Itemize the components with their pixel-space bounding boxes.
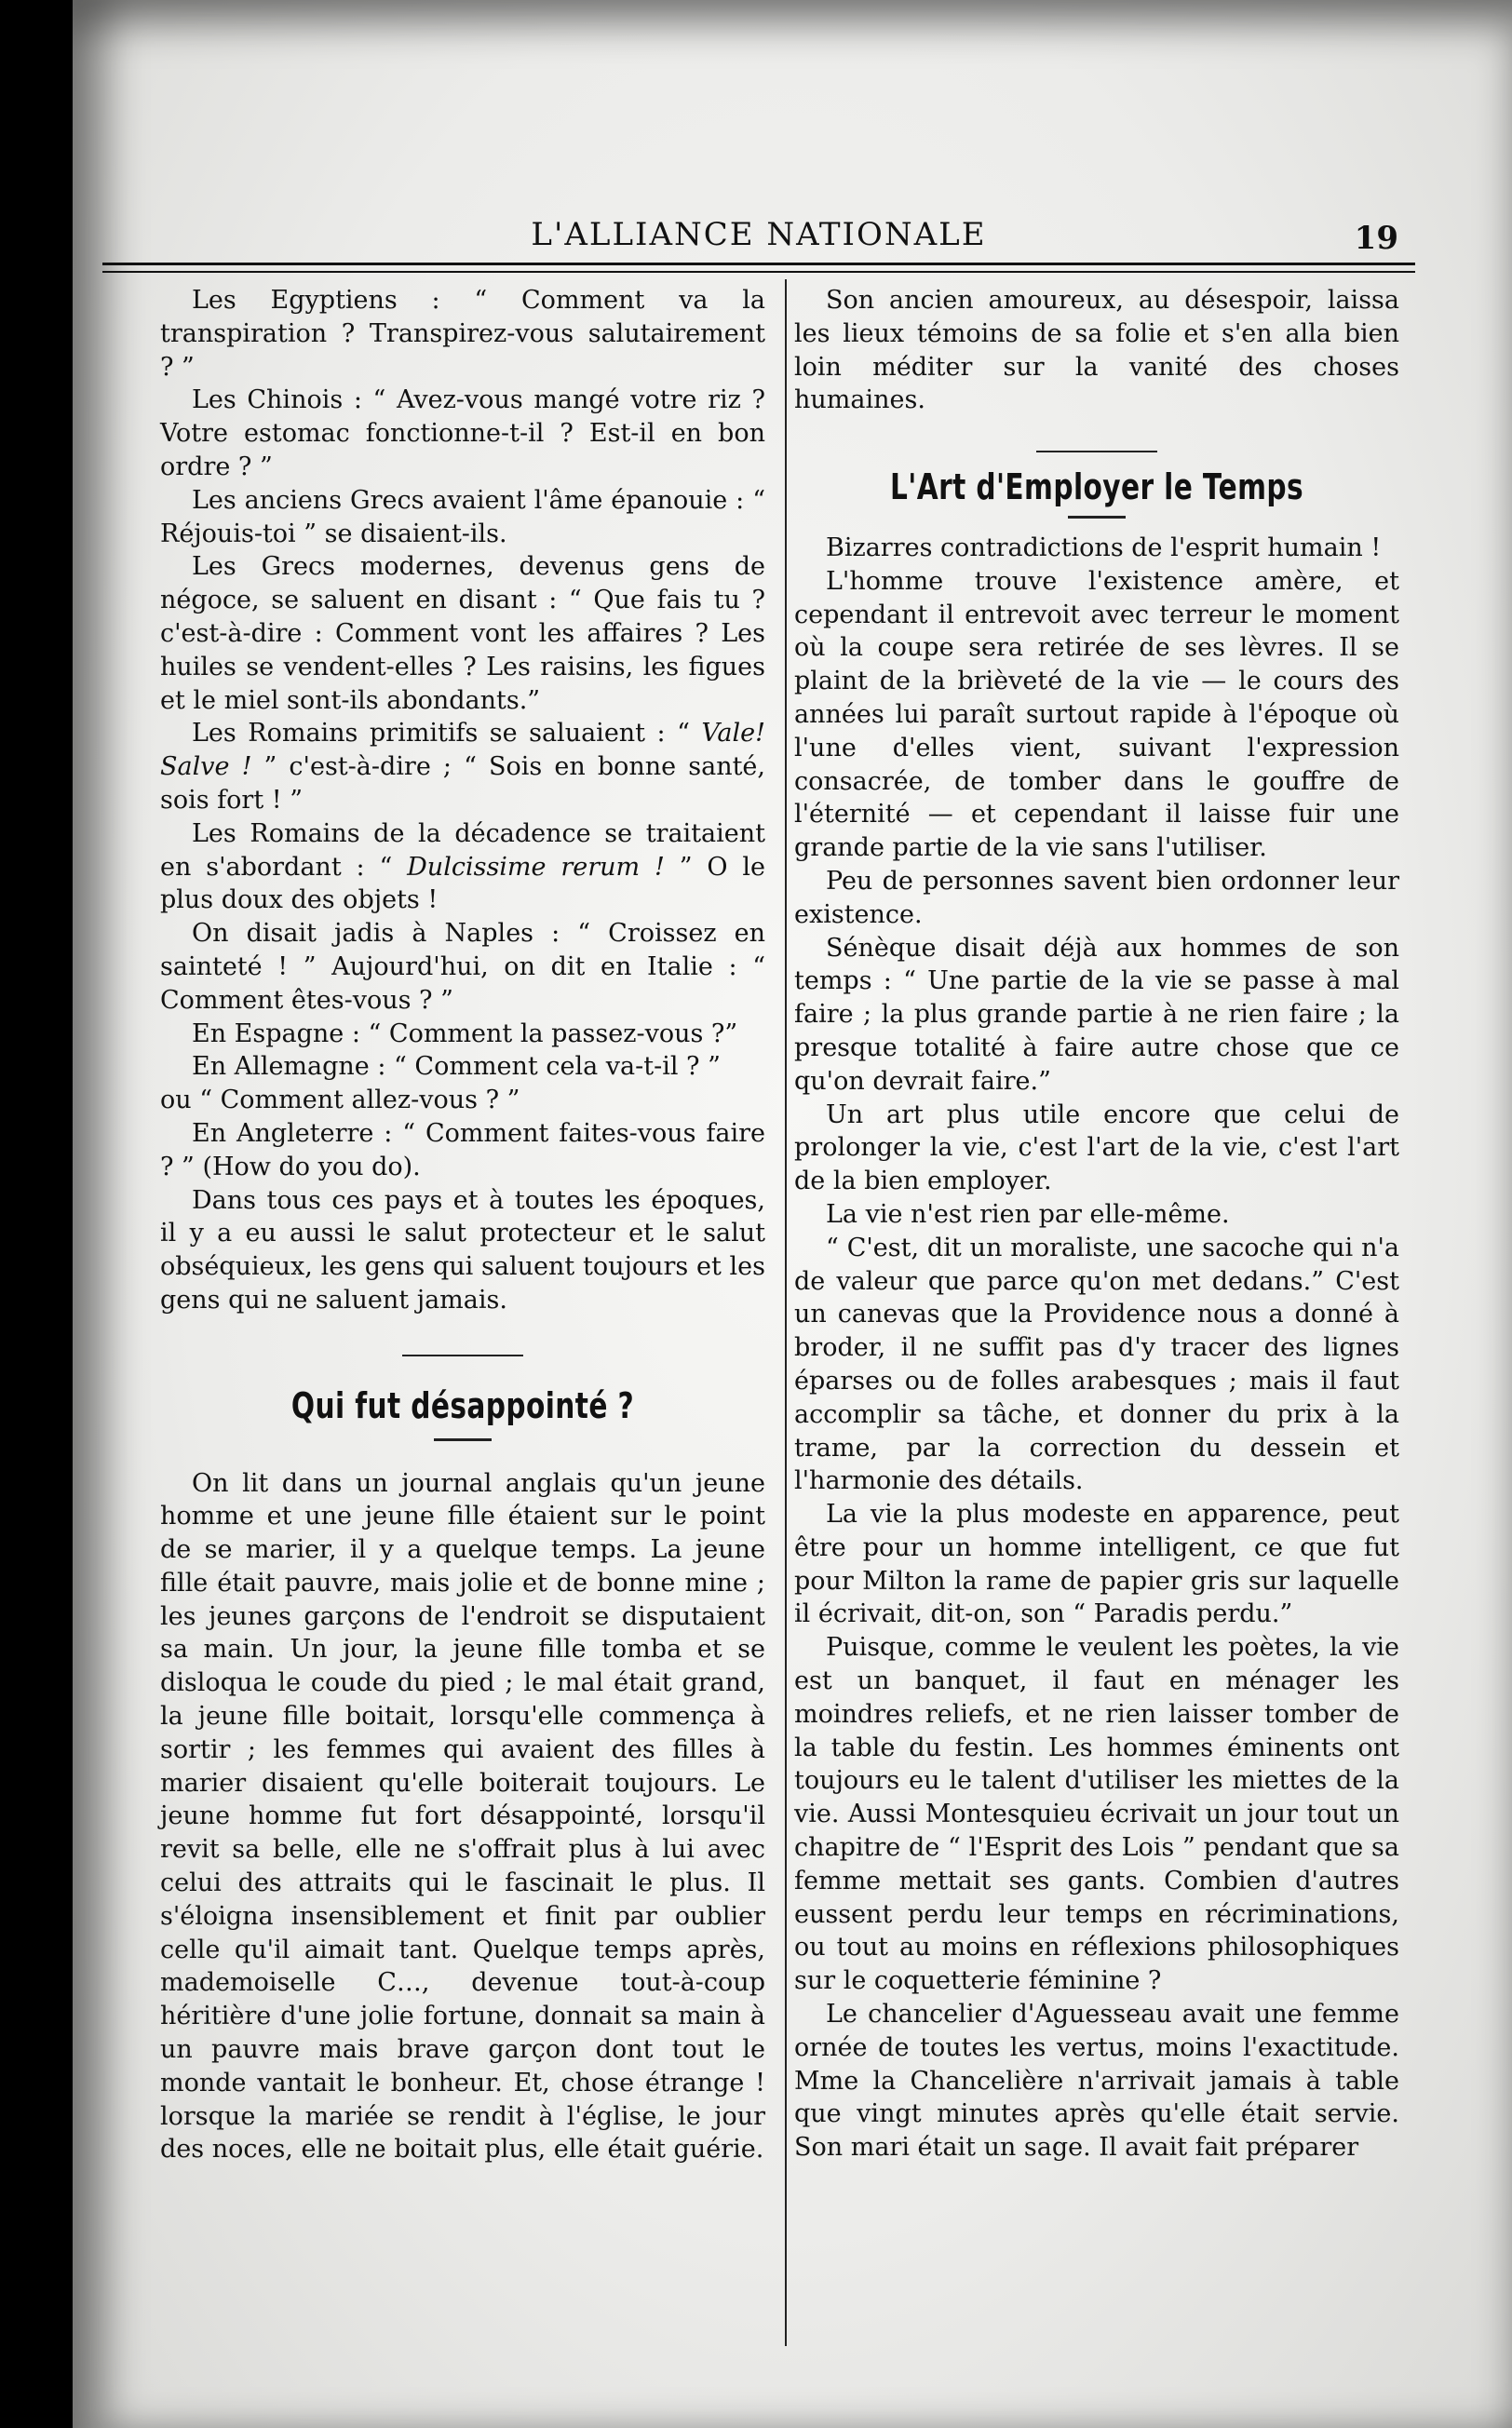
paragraph: On disait jadis à Naples : “ Croissez en sainteté ! ” Aujourd'hui, on dit en Italie : “ Comment êtes-vous ? ” bbox=[160, 919, 765, 1015]
section-heading: L'Art d'Employer le Temps bbox=[890, 466, 1303, 508]
page-header bbox=[102, 216, 1415, 263]
paragraph bbox=[160, 817, 765, 917]
paragraph: “ C'est, dit un moraliste, une sacoche qui n'a de valeur que parce qu'on met dedans.” C'est un canevas que la Providence nous a donné à broder, il ne suffit pas d'y tracer des lignes éparses ou de folles arabesques ; mais il faut accomplir sa tâche, et donner du prix à la trame, par la correction du dessein et l'harmonie des détails. bbox=[794, 1233, 1399, 1496]
text: ” O le plus doux des objets ! bbox=[160, 852, 766, 915]
paragraph: La vie n'est rien par elle-même. bbox=[826, 1199, 1230, 1229]
latin-phrase: Dulcissime rerum ! bbox=[407, 852, 665, 882]
header-rule bbox=[102, 263, 1415, 265]
header-rule-double bbox=[102, 271, 1415, 273]
paragraph: Bizarres contradictions de l'esprit humain ! bbox=[826, 533, 1382, 562]
paragraph: Le chancelier d'Aguesseau avait une femme ornée de toutes les vertus, moins l'exactitude. Mme la Chancelière n'arrivait jamais à table que vingt minutes après qu'elle était servie. Son mari était un sage. Il avait fait préparer bbox=[794, 2000, 1399, 2163]
paragraph: En Espagne : “ Comment la passez-vous ?” bbox=[192, 1018, 738, 1048]
paragraph: Sénèque disait déjà aux hommes de son temps : “ Une partie de la vie se passe à mal faire ; la plus grande partie à ne rien faire ; la presque totalité à faire autre chose que ce qu'on devrait faire.” bbox=[794, 933, 1399, 1096]
section-heading: Qui fut désappointé ? bbox=[290, 1384, 635, 1426]
text: ” c'est-à-dire ; “ Sois en bonne santé, sois fort ! ” bbox=[160, 752, 765, 815]
publication-title: L'ALLIANCE NATIONALE bbox=[531, 216, 987, 253]
paragraph: En Allemagne : “ Comment cela va-t-il ? ” bbox=[192, 1052, 721, 1082]
paragraph: Son ancien amoureux, au désespoir, laissa les lieux témoins de sa folie et s'en alla bien loin méditer sur la vanité des choses humaines. bbox=[794, 286, 1399, 415]
latin-phrase: Vale! Salve ! bbox=[160, 719, 765, 782]
paragraph: En Angleterre : “ Comment faites-vous faire ? ” (How do you do). bbox=[160, 1118, 765, 1181]
paragraph bbox=[160, 717, 765, 816]
page-number: 19 bbox=[1354, 220, 1398, 257]
paragraph: Puisque, comme le veulent les poètes, la vie est un banquet, il faut en ménager les moindres reliefs, et ne rien laisser tomber de la table du festin. Les hommes éminents ont toujours eu le talent d'utiliser les miettes de la vie. Aussi Montesquieu écrivait un jour tout un chapitre de “ l'Esprit des Lois ” pendant que sa femme mettait ses gants. Combien d'autres eussent perdu leur temps en récriminations, ou tout au moins en réflexions philosophiques sur le coquetterie féminine ? bbox=[794, 1633, 1399, 1996]
paragraph: Les anciens Grecs avaient l'âme épanouie : “ Réjouis-toi ” se disaient-ils. bbox=[160, 485, 765, 548]
paragraph: Les Egyptiens : “ Comment va la transpiration ? Transpirez-vous salutairement ? ” bbox=[160, 286, 765, 382]
text: Les Romains primitifs se saluaient : “ bbox=[192, 719, 702, 749]
left-column bbox=[160, 284, 765, 2166]
paragraph: On lit dans un journal anglais qu'un jeune homme et une jeune fille étaient sur le point de se marier, il y a quelque temps. La jeune fille était pauvre, mais jolie et de bonne mine ; les jeunes garçons de l'endroit se disputaient sa main. Un jour, la jeune fille tomba et se disloqua le coude du pied ; le mal était grand, la jeune fille boitait, lorsqu'elle commença à sortir ; les femmes qui avaient des filles à marier disaient qu'elle boiterait toujours. Le jeune homme fut fort désappointé, lorsqu'il revit sa belle, elle ne s'offrait plus à lui avec celui des attraits qui le fascinait le plus. Il s'éloigna insensiblement et finit par oublier celle qu'il aimait tant. Quelque temps après, mademoiselle C…, devenue tout-à-coup héritière d'une jolie fortune, donnait sa main à un pauvre mais brave garçon dont tout le monde vantait le bonheur. Et, chose étrange ! lorsque la mariée se rendit à l'église, le jour des noces, elle ne boitait plus, elle était guérie. bbox=[160, 1468, 765, 2165]
column-divider bbox=[785, 279, 787, 2346]
paragraph: L'homme trouve l'existence amère, et cependant il entrevoit avec terreur le moment où la coupe sera retirée de ses lèvres. Il se plaint de la brièveté de la vie — le cours des années lui paraît surtout rapide à l'époque où l'une d'elles vient, suivant l'expression consacrée, de tomber dans le gouffre de l'éternité — et cependant il laisse fuir une grande partie de la vie sans l'utiliser. bbox=[794, 566, 1399, 863]
right-column bbox=[794, 284, 1399, 2165]
paragraph: Les Chinois : “ Avez-vous mangé votre riz ? Votre estomac fonctionne-t-il ? Est-il en bon ordre ? ” bbox=[160, 385, 765, 481]
paragraph: Dans tous ces pays et à toutes les époques, il y a eu aussi le salut protecteur et le salut obséquieux, les gens qui saluent toujours et les gens qui ne saluent jamais. bbox=[160, 1185, 765, 1315]
paragraph: Les Grecs modernes, devenus gens de négoce, se saluent en disant : “ Que fais tu ? c'est-à-dire : Comment vont les affaires ? Les huiles se vendent-elles ? Les raisins, les figues et le miel sont-ils abondants.” bbox=[160, 552, 765, 715]
text: Les Romains de la décadence se traitaient en s'abordant : “ bbox=[160, 818, 765, 882]
paragraph: Un art plus utile encore que celui de prolonger la vie, c'est l'art de la vie, c'est l'art de la bien employer. bbox=[794, 1099, 1399, 1196]
paragraph: Peu de personnes savent bien ordonner leur existence. bbox=[794, 866, 1399, 929]
paragraph-continuation: ou “ Comment allez-vous ? ” bbox=[160, 1086, 520, 1115]
paragraph: La vie la plus modeste en apparence, peut être pour un homme intelligent, ce que fut pour Milton la rame de papier gris sur laquelle il écrivait, dit-on, son “ Paradis perdu.” bbox=[794, 1500, 1399, 1629]
